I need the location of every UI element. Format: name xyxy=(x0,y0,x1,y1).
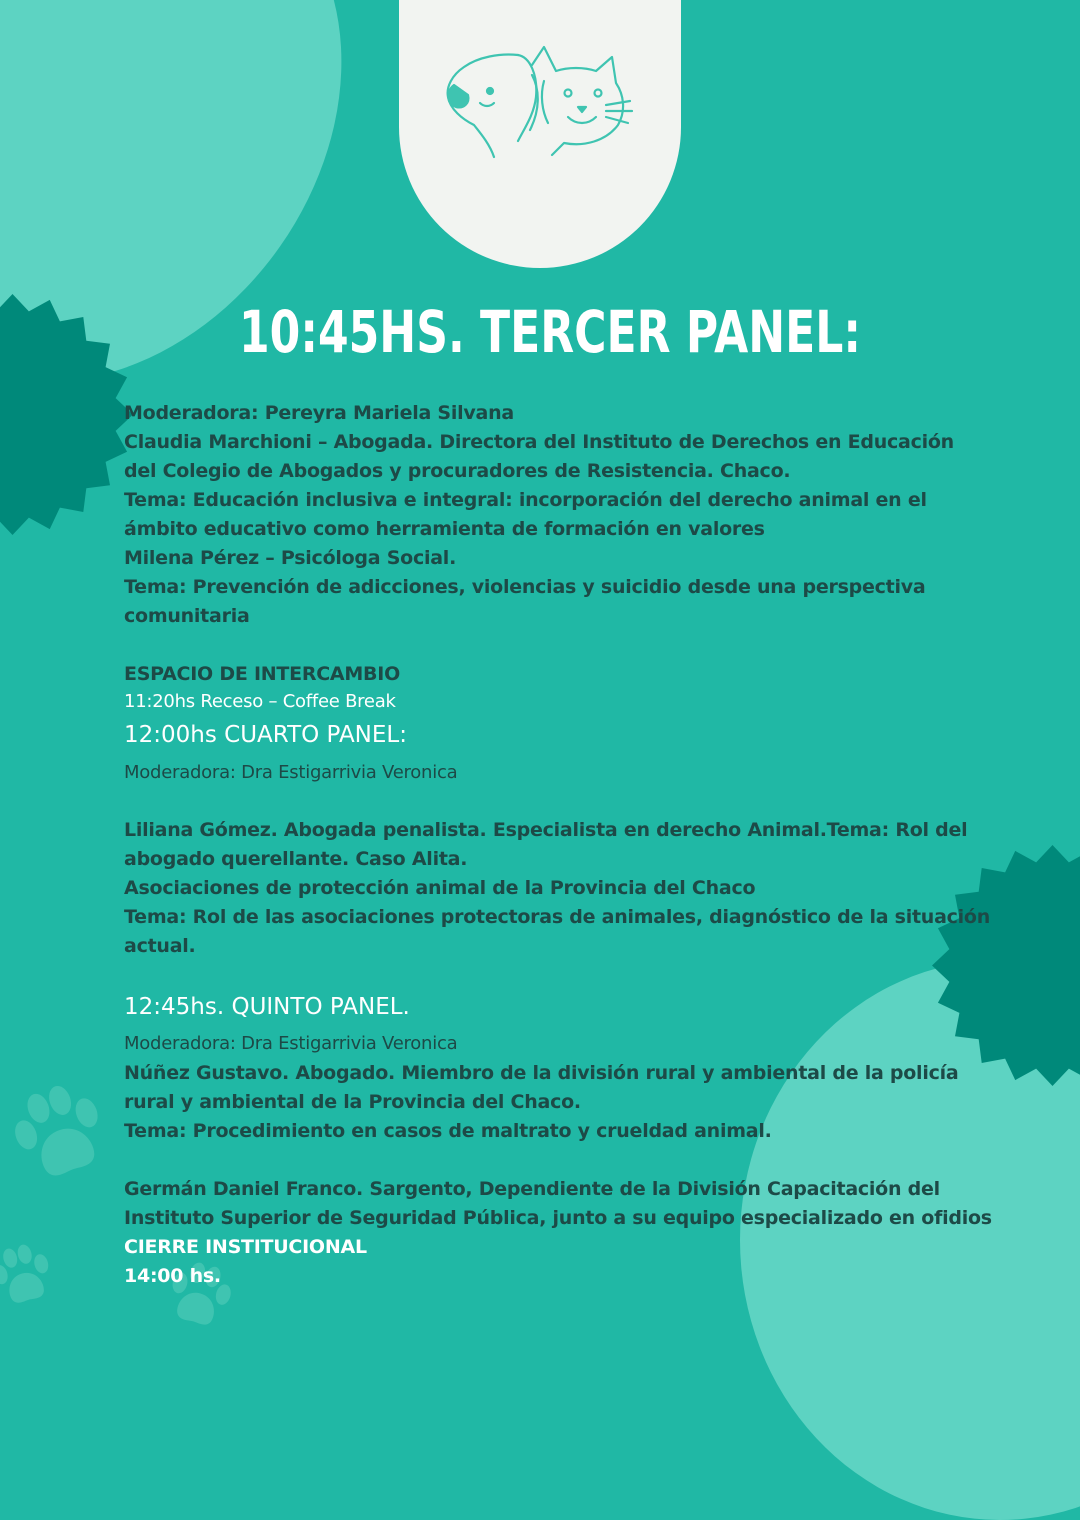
panel-4-line: Asociaciones de protección animal de la Provincia del Chaco xyxy=(124,877,756,899)
panel-4-line: Liliana Gómez. Abogada penalista. Especialista en derecho Animal.Tema: Rol del xyxy=(124,819,968,841)
panel-3-line: comunitaria xyxy=(124,605,250,627)
closing-time: 14:00 hs. xyxy=(124,1265,221,1287)
burst-shape-left xyxy=(0,292,135,537)
panel-4-line: Tema: Rol de las asociaciones protectoras de animales, diagnóstico de la situación xyxy=(124,906,991,928)
exchange-label: ESPACIO DE INTERCAMBIO xyxy=(124,663,400,685)
panel-5-line: rural y ambiental de la Provincia del Chaco. xyxy=(124,1091,581,1113)
panel-5-line: Núñez Gustavo. Abogado. Miembro de la división rural y ambiental de la policía xyxy=(124,1062,959,1084)
dog-and-cat-logo-icon xyxy=(440,45,640,170)
paw-print-icon xyxy=(0,1235,60,1315)
closing-label: CIERRE INSTITUCIONAL xyxy=(124,1236,367,1258)
panel-3-line: Tema: Educación inclusiva e integral: incorporación del derecho animal en el xyxy=(124,489,927,511)
panel-5-line: Germán Daniel Franco. Sargento, Dependiente de la División Capacitación del xyxy=(124,1178,940,1200)
panel-5-moderator: Moderadora: Dra Estigarrivia Veronica xyxy=(124,1033,458,1054)
panel-4-line: actual. xyxy=(124,935,196,957)
paw-print-icon xyxy=(2,1075,117,1190)
panel-3-line: Tema: Prevención de adicciones, violencias y suicidio desde una perspectiva xyxy=(124,576,926,598)
panel-5-line: Instituto Superior de Seguridad Pública, junto a su equipo especializado en ofidios xyxy=(124,1207,992,1229)
panel-3-line: ámbito educativo como herramienta de formación en valores xyxy=(124,518,765,540)
panel-5-line: Tema: Procedimiento en casos de maltrato y crueldad animal. xyxy=(124,1120,772,1142)
coffee-break-line: 11:20hs Receso – Coffee Break xyxy=(124,691,396,712)
panel-3-line: Milena Pérez – Psicóloga Social. xyxy=(124,547,457,569)
panel-4-moderator: Moderadora: Dra Estigarrivia Veronica xyxy=(124,762,458,783)
panel-4-line: abogado querellante. Caso Alita. xyxy=(124,848,468,870)
panel-4-heading: 12:00hs CUARTO PANEL: xyxy=(124,722,407,748)
panel-5-heading: 12:45hs. QUINTO PANEL. xyxy=(124,994,410,1020)
burst-shape-right xyxy=(930,843,1080,1088)
panel-3-moderator: Moderadora: Pereyra Mariela Silvana xyxy=(124,402,514,424)
panel-3-line: del Colegio de Abogados y procuradores de Resistencia. Chaco. xyxy=(124,460,791,482)
panel-3-line: Claudia Marchioni – Abogada. Directora del Instituto de Derechos en Educación xyxy=(124,431,954,453)
page-title: 10:45HS. TERCER PANEL: xyxy=(238,298,862,366)
